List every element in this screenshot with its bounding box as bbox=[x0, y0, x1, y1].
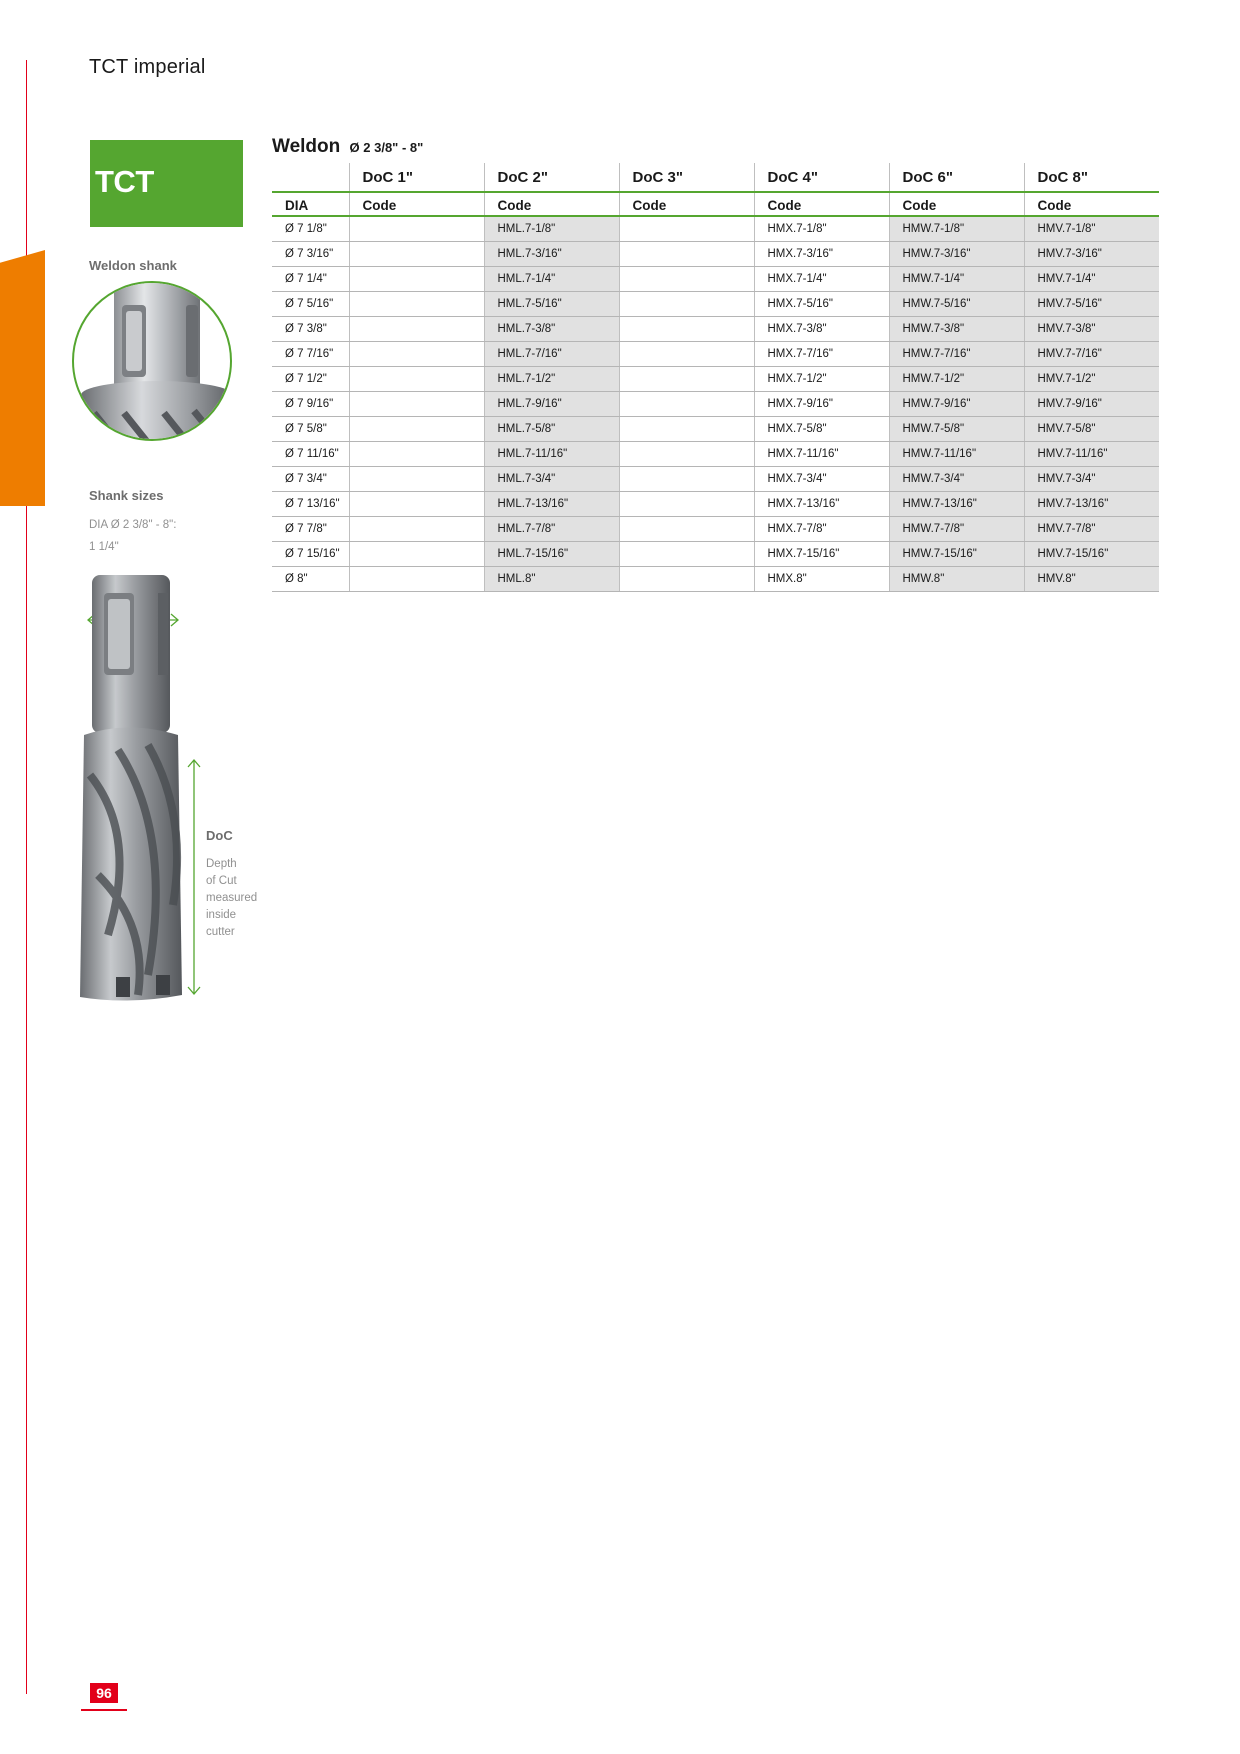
code-cell: HML.7-13/16" bbox=[484, 492, 619, 517]
code-cell: HMW.7-9/16" bbox=[889, 392, 1024, 417]
table-title-main: Weldon bbox=[272, 136, 341, 157]
code-cell: HMX.7-1/8" bbox=[754, 216, 889, 242]
header-doc: DoC 4" bbox=[754, 163, 889, 192]
header-doc: DoC 2" bbox=[484, 163, 619, 192]
dia-cell: Ø 7 1/2" bbox=[272, 367, 349, 392]
dia-cell: Ø 7 7/16" bbox=[272, 342, 349, 367]
code-cell: HMX.7-1/4" bbox=[754, 267, 889, 292]
tct-badge bbox=[90, 140, 243, 227]
code-cell: HMV.7-3/8" bbox=[1024, 317, 1159, 342]
shank-sizes-line2: 1 1/4" bbox=[89, 541, 119, 553]
code-cell: HMX.7-1/2" bbox=[754, 367, 889, 392]
code-cell: HML.7-3/4" bbox=[484, 467, 619, 492]
weldon-shank-label: Weldon shank bbox=[89, 258, 177, 273]
doc-header-row bbox=[272, 163, 1159, 192]
dia-cell: Ø 7 7/8" bbox=[272, 517, 349, 542]
code-cell: HMX.7-3/4" bbox=[754, 467, 889, 492]
code-cell bbox=[349, 442, 484, 467]
code-cell bbox=[619, 317, 754, 342]
code-cell: HMW.7-11/16" bbox=[889, 442, 1024, 467]
section-title: TCT imperial bbox=[89, 56, 206, 78]
code-cell bbox=[619, 342, 754, 367]
code-cell bbox=[619, 517, 754, 542]
code-cell bbox=[349, 242, 484, 267]
code-cell: HMX.7-7/8" bbox=[754, 517, 889, 542]
code-cell: HML.8" bbox=[484, 567, 619, 592]
code-cell: HML.7-5/8" bbox=[484, 417, 619, 442]
table-row bbox=[272, 216, 1159, 242]
dia-cell: Ø 7 13/16" bbox=[272, 492, 349, 517]
code-cell bbox=[619, 417, 754, 442]
table-row bbox=[272, 567, 1159, 592]
page-number bbox=[81, 1683, 127, 1711]
table-title-range: Ø 2 3/8" - 8" bbox=[349, 140, 424, 155]
dia-cell: Ø 7 5/8" bbox=[272, 417, 349, 442]
dia-cell: Ø 7 9/16" bbox=[272, 392, 349, 417]
code-cell: HMX.7-5/16" bbox=[754, 292, 889, 317]
code-cell bbox=[349, 417, 484, 442]
table-title bbox=[272, 136, 423, 158]
table-row bbox=[272, 292, 1159, 317]
dia-cell: Ø 7 3/16" bbox=[272, 242, 349, 267]
code-cell: HMV.7-1/2" bbox=[1024, 367, 1159, 392]
code-cell: HMW.7-1/2" bbox=[889, 367, 1024, 392]
table-row bbox=[272, 442, 1159, 467]
code-cell: HMW.7-3/8" bbox=[889, 317, 1024, 342]
code-cell: HMX.7-3/16" bbox=[754, 242, 889, 267]
code-cell: HMV.7-7/16" bbox=[1024, 342, 1159, 367]
code-cell bbox=[619, 216, 754, 242]
code-cell: HMW.7-13/16" bbox=[889, 492, 1024, 517]
dia-cell: Ø 7 11/16" bbox=[272, 442, 349, 467]
header-doc: DoC 3" bbox=[619, 163, 754, 192]
code-cell: HML.7-1/2" bbox=[484, 367, 619, 392]
shank-sizes-line1: DIA Ø 2 3/8" - 8": bbox=[89, 519, 177, 531]
code-cell: HMX.7-3/8" bbox=[754, 317, 889, 342]
header-code: Code bbox=[1024, 192, 1159, 216]
table-row bbox=[272, 492, 1159, 517]
code-cell: HMV.7-13/16" bbox=[1024, 492, 1159, 517]
code-cell bbox=[619, 492, 754, 517]
code-cell bbox=[619, 442, 754, 467]
doc-desc-line: cutter bbox=[206, 926, 235, 938]
code-cell bbox=[619, 267, 754, 292]
code-cell: HMV.7-3/16" bbox=[1024, 242, 1159, 267]
header-code: Code bbox=[349, 192, 484, 216]
code-cell: HML.7-3/16" bbox=[484, 242, 619, 267]
header-dia: DIA bbox=[272, 192, 349, 216]
dia-cell: Ø 7 3/8" bbox=[272, 317, 349, 342]
doc-label: DoC bbox=[206, 828, 233, 843]
code-cell: HMX.7-9/16" bbox=[754, 392, 889, 417]
code-cell: HMV.7-9/16" bbox=[1024, 392, 1159, 417]
code-cell bbox=[349, 292, 484, 317]
product-code-table bbox=[272, 163, 1159, 592]
dia-cell: Ø 7 5/16" bbox=[272, 292, 349, 317]
code-cell: HMX.8" bbox=[754, 567, 889, 592]
header-doc: DoC 6" bbox=[889, 163, 1024, 192]
header-doc: DoC 1" bbox=[349, 163, 484, 192]
code-cell: HML.7-9/16" bbox=[484, 392, 619, 417]
table-row bbox=[272, 342, 1159, 367]
doc-desc-line: measured bbox=[206, 892, 258, 904]
table-row bbox=[272, 242, 1159, 267]
code-cell: HMV.8" bbox=[1024, 567, 1159, 592]
code-cell: HMW.7-7/16" bbox=[889, 342, 1024, 367]
code-cell: HMV.7-15/16" bbox=[1024, 542, 1159, 567]
sub-header-row bbox=[272, 192, 1159, 216]
code-cell: HMV.7-5/16" bbox=[1024, 292, 1159, 317]
code-cell: HMW.7-7/8" bbox=[889, 517, 1024, 542]
header-code: Code bbox=[889, 192, 1024, 216]
table-row bbox=[272, 517, 1159, 542]
code-cell: HMV.7-7/8" bbox=[1024, 517, 1159, 542]
section-tab bbox=[0, 250, 45, 506]
dia-cell: Ø 7 15/16" bbox=[272, 542, 349, 567]
code-cell: HMW.7-1/8" bbox=[889, 216, 1024, 242]
code-cell: HMV.7-11/16" bbox=[1024, 442, 1159, 467]
doc-desc-line: inside bbox=[206, 909, 237, 921]
table-row bbox=[272, 317, 1159, 342]
annular-cutter-illustration bbox=[78, 575, 194, 1007]
table-row bbox=[272, 417, 1159, 442]
code-cell: HML.7-7/16" bbox=[484, 342, 619, 367]
code-cell bbox=[349, 367, 484, 392]
code-cell: HMX.7-13/16" bbox=[754, 492, 889, 517]
code-cell bbox=[349, 517, 484, 542]
code-cell: HMV.7-1/8" bbox=[1024, 216, 1159, 242]
code-cell bbox=[349, 567, 484, 592]
header-blank bbox=[272, 163, 349, 192]
code-cell: HMW.7-3/16" bbox=[889, 242, 1024, 267]
code-cell: HMX.7-15/16" bbox=[754, 542, 889, 567]
code-cell: HML.7-5/16" bbox=[484, 292, 619, 317]
doc-desc-line: of Cut bbox=[206, 875, 237, 887]
doc-description bbox=[206, 856, 257, 941]
code-cell: HMX.7-5/8" bbox=[754, 417, 889, 442]
weldon-shank-photo bbox=[72, 281, 232, 441]
code-cell bbox=[349, 392, 484, 417]
code-cell: HMX.7-7/16" bbox=[754, 342, 889, 367]
code-cell bbox=[619, 542, 754, 567]
dia-cell: Ø 7 1/4" bbox=[272, 267, 349, 292]
code-cell: HMV.7-1/4" bbox=[1024, 267, 1159, 292]
code-cell bbox=[619, 567, 754, 592]
doc-desc-line: Depth bbox=[206, 858, 237, 870]
code-cell bbox=[349, 467, 484, 492]
code-cell bbox=[619, 292, 754, 317]
code-cell: HMW.7-3/4" bbox=[889, 467, 1024, 492]
code-cell: HMW.7-5/16" bbox=[889, 292, 1024, 317]
code-cell bbox=[619, 392, 754, 417]
header-code: Code bbox=[754, 192, 889, 216]
code-cell bbox=[349, 492, 484, 517]
code-cell: HMV.7-3/4" bbox=[1024, 467, 1159, 492]
code-cell bbox=[619, 242, 754, 267]
code-cell: HML.7-7/8" bbox=[484, 517, 619, 542]
code-cell: HML.7-1/4" bbox=[484, 267, 619, 292]
depth-of-cut-arrow-icon bbox=[186, 758, 202, 998]
code-cell bbox=[619, 467, 754, 492]
code-cell: HML.7-11/16" bbox=[484, 442, 619, 467]
header-code: Code bbox=[484, 192, 619, 216]
table-row bbox=[272, 542, 1159, 567]
dia-cell: Ø 7 1/8" bbox=[272, 216, 349, 242]
table-row bbox=[272, 467, 1159, 492]
table-row bbox=[272, 267, 1159, 292]
header-code: Code bbox=[619, 192, 754, 216]
code-cell: HMV.7-5/8" bbox=[1024, 417, 1159, 442]
shank-sizes-label: Shank sizes bbox=[89, 488, 164, 503]
code-cell bbox=[349, 317, 484, 342]
code-cell: HMX.7-11/16" bbox=[754, 442, 889, 467]
table-row bbox=[272, 392, 1159, 417]
header-doc: DoC 8" bbox=[1024, 163, 1159, 192]
code-cell: HMW.8" bbox=[889, 567, 1024, 592]
code-cell bbox=[349, 216, 484, 242]
dia-cell: Ø 8" bbox=[272, 567, 349, 592]
tct-badge-label: TCT bbox=[95, 164, 154, 199]
code-cell: HMW.7-15/16" bbox=[889, 542, 1024, 567]
dia-cell: Ø 7 3/4" bbox=[272, 467, 349, 492]
page-number-label: 96 bbox=[90, 1683, 118, 1703]
table-row bbox=[272, 367, 1159, 392]
code-cell: HMW.7-1/4" bbox=[889, 267, 1024, 292]
code-cell bbox=[349, 267, 484, 292]
code-cell: HML.7-3/8" bbox=[484, 317, 619, 342]
code-cell bbox=[619, 367, 754, 392]
code-cell bbox=[349, 342, 484, 367]
code-cell: HML.7-1/8" bbox=[484, 216, 619, 242]
code-cell bbox=[349, 542, 484, 567]
code-cell: HMW.7-5/8" bbox=[889, 417, 1024, 442]
code-cell: HML.7-15/16" bbox=[484, 542, 619, 567]
